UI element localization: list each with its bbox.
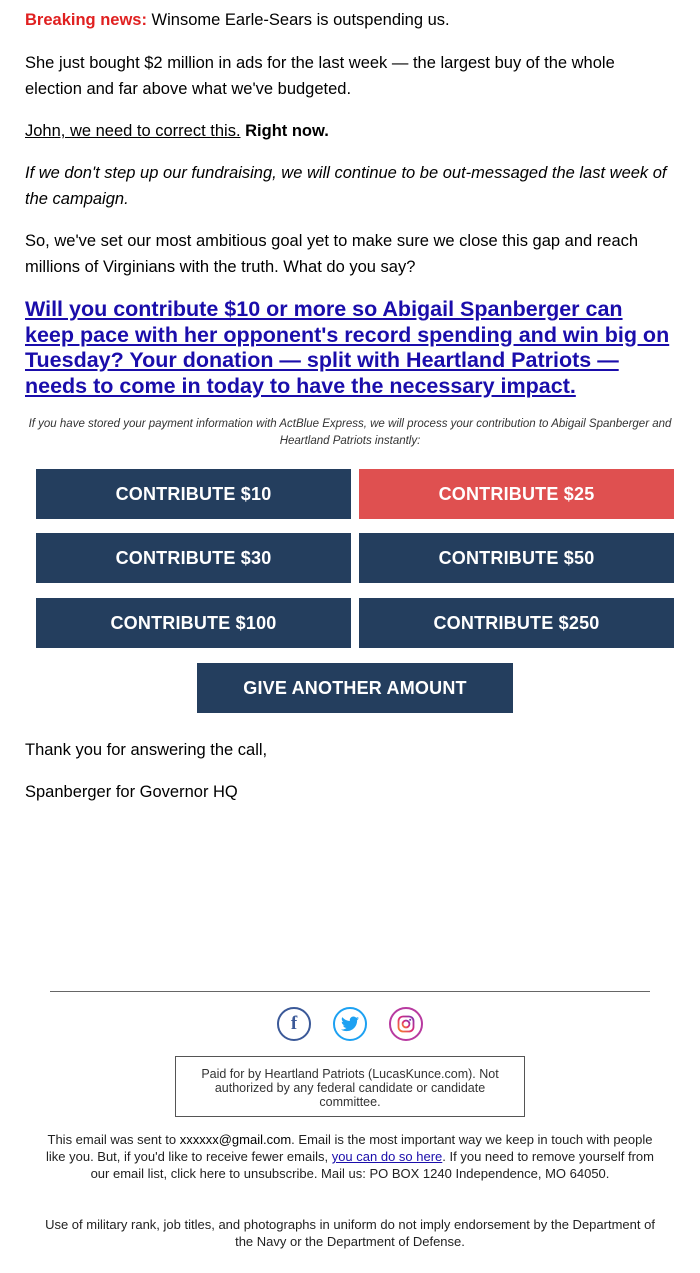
instagram-camera-icon <box>397 1015 415 1033</box>
breaking-news-label: Breaking news: <box>25 11 147 29</box>
contribute-50-button[interactable]: CONTRIBUTE $50 <box>359 533 674 583</box>
contribute-10-button[interactable]: CONTRIBUTE $10 <box>36 469 351 519</box>
military-disclaimer: Use of military rank, job titles, and photographs in uniform do not imply endorsement by the Department of the Navy or the Department of Defense. <box>45 1217 655 1249</box>
footer-text-1: This email was sent to <box>47 1132 180 1147</box>
actblue-express-note: If you have stored your payment information with ActBlue Express, we will process your contribution to Abigail Spanberger and Heartland Patriots instantly: <box>28 418 672 447</box>
instagram-icon[interactable] <box>389 1007 423 1041</box>
footer-email-notice <box>45 1131 655 1182</box>
facebook-icon[interactable] <box>277 1007 311 1041</box>
signature-text: Spanberger for Governor HQ <box>25 783 238 801</box>
facebook-glyph: f <box>290 1013 298 1034</box>
twitter-bird-icon <box>341 1016 359 1032</box>
contribute-250-button[interactable]: CONTRIBUTE $250 <box>359 598 674 648</box>
footer-text-2: . Email is the most important way we keep in touch with people like you. But, if you'd like to receive fewer emails, <box>45 1132 653 1164</box>
paid-for-disclaimer: Paid for by Heartland Patriots (LucasKunce.com). Not authorized by any federal candidate or candidate committee. <box>175 1056 525 1117</box>
correct-this-link[interactable]: John, we need to correct this. <box>25 122 241 140</box>
contribute-100-button[interactable]: CONTRIBUTE $100 <box>36 598 351 648</box>
body-paragraph-4: So, we've set our most ambitious goal yet to make sure we close this gap and reach millions of Virginians with the truth. What do you say? <box>25 232 639 276</box>
fewer-emails-link[interactable]: you can do so here <box>331 1149 443 1164</box>
contribute-30-button[interactable]: CONTRIBUTE $30 <box>36 533 351 583</box>
recipient-email: xxxxxx@gmail.com <box>179 1132 292 1147</box>
body-paragraph-2 <box>25 118 675 144</box>
twitter-icon[interactable] <box>333 1007 367 1041</box>
give-another-amount-button[interactable]: GIVE ANOTHER AMOUNT <box>197 663 513 713</box>
body-paragraph-1: She just bought $2 million in ads for the last week — the largest buy of the whole election and far above what we've budgeted. <box>25 54 615 98</box>
intro-text: Winsome Earle-Sears is outspending us. <box>146 11 450 29</box>
contribute-25-button[interactable]: CONTRIBUTE $25 <box>359 469 674 519</box>
thanks-text: Thank you for answering the call, <box>25 741 268 759</box>
right-now-text: Right now. <box>240 122 329 140</box>
intro-paragraph <box>25 7 675 33</box>
contribute-cta-link[interactable]: Will you contribute $10 or more so Abigail Spanberger can keep pace with her opponent's record spending and win big on Tuesday? Your donation — split with Heartland Patriots — needs to come in today to have the necessary impact. <box>25 297 670 398</box>
footer-text-3: . If you need to remove yourself from our email list, click here to unsubscribe. Mail us: PO BOX 1240 Independence, MO 64050. <box>90 1149 654 1181</box>
footer-divider <box>50 991 650 992</box>
body-paragraph-3: If we don't step up our fundraising, we will continue to be out-messaged the last week of the campaign. <box>25 164 667 208</box>
